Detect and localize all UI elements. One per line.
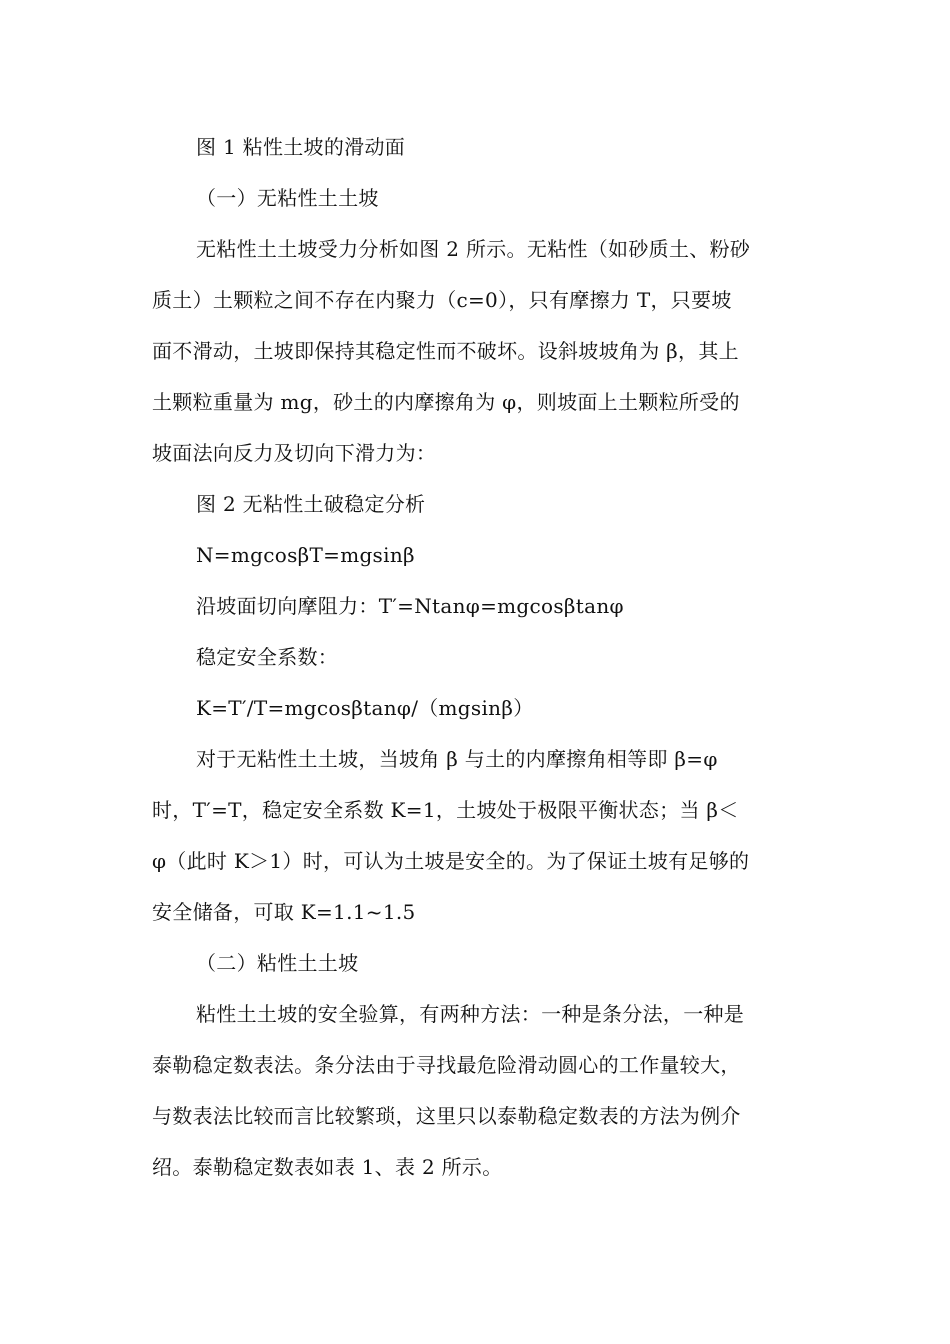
safety-factor-label: 稳定安全系数： [196, 645, 339, 669]
paragraph-1-line-1: 无粘性土土坡受力分析如图 2 所示。无粘性（如砂质土、粉砂 [196, 237, 751, 261]
figure-caption-2: 图 2 无粘性土破稳定分析 [196, 492, 426, 516]
formula-forces: N=mgcosβT=mgsinβ [196, 543, 415, 567]
formula-friction: 沿坡面切向摩阻力：T′=Ntanφ=mgcosβtanφ [196, 594, 624, 618]
paragraph-2-line-2: 时，T′=T，稳定安全系数 K=1，土坡处于极限平衡状态；当 β＜ [152, 798, 739, 822]
paragraph-1-line-5: 坡面法向反力及切向下滑力为： [152, 441, 437, 465]
paragraph-3-line-2: 泰勒稳定数表法。条分法由于寻找最危险滑动圆心的工作量较大， [152, 1053, 741, 1077]
document-body [152, 122, 802, 1193]
paragraph-1-line-2: 质土）土颗粒之间不存在内聚力（c=0），只有摩擦力 T，只要坡 [152, 288, 732, 312]
paragraph-2-line-3: φ（此时 K＞1）时，可认为土坡是安全的。为了保证土坡有足够的 [152, 849, 750, 873]
section-heading-1: （一）无粘性土土坡 [196, 186, 379, 210]
paragraph-1-line-3: 面不滑动，土坡即保持其稳定性而不破坏。设斜坡坡角为 β，其上 [152, 339, 739, 363]
formula-safety-factor: K=T′/T=mgcosβtanφ/（mgsinβ） [196, 696, 534, 720]
paragraph-2-line-1: 对于无粘性土土坡，当坡角 β 与土的内摩擦角相等即 β=φ [196, 747, 718, 771]
section-heading-2: （二）粘性土土坡 [196, 951, 359, 975]
figure-caption-1: 图 1 粘性土坡的滑动面 [196, 135, 406, 159]
paragraph-1-line-4: 土颗粒重量为 mg，砂土的内摩擦角为 φ，则坡面上土颗粒所受的 [152, 390, 740, 414]
paragraph-3-line-3: 与数表法比较而言比较繁琐，这里只以泰勒稳定数表的方法为例介 [152, 1104, 741, 1128]
paragraph-2-line-4: 安全储备，可取 K=1.1~1.5 [152, 900, 416, 924]
paragraph-3-line-1: 粘性土土坡的安全验算，有两种方法：一种是条分法，一种是 [196, 1002, 745, 1026]
paragraph-3-line-4: 绍。泰勒稳定数表如表 1、表 2 所示。 [152, 1155, 503, 1179]
